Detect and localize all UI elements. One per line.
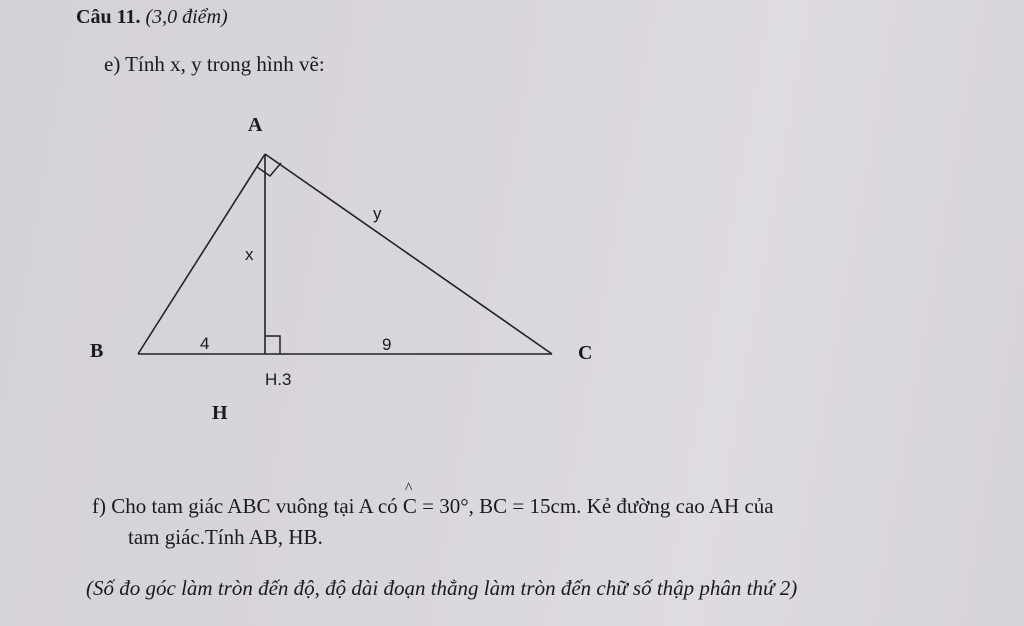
side-ac: [265, 154, 552, 354]
figure-caption: H.3: [265, 370, 292, 389]
vertex-a-label: A: [248, 114, 263, 136]
right-angle-mark-a: [257, 163, 281, 176]
right-angle-mark-h: [265, 336, 280, 354]
angle-c-symbol: ^ C: [403, 494, 417, 519]
label-y: y: [373, 204, 382, 223]
question-points: (3,0 điểm): [145, 6, 228, 28]
part-f-text-start: f) Cho tam giác ABC vuông tại A có: [92, 494, 403, 518]
vertex-h-label: H: [212, 402, 228, 424]
label-x: x: [245, 245, 254, 264]
segment-hc-length: 9: [382, 335, 392, 354]
part-f-text-end: = 30°, BC = 15cm. Kẻ đường cao AH của: [416, 494, 774, 518]
part-e-prompt: e) Tính x, y trong hình vẽ:: [104, 52, 325, 76]
rounding-note: (Số đo góc làm tròn đến độ, độ dài đoạn thẳng làm tròn đến chữ số thập phân thứ 2): [86, 576, 798, 600]
part-f-line1: [92, 494, 774, 519]
segment-bh-length: 4: [200, 334, 210, 353]
vertex-c-label: C: [578, 342, 593, 364]
part-f-line2: tam giác.Tính AB, HB.: [128, 525, 323, 549]
question-number: Câu 11.: [76, 6, 141, 28]
vertex-b-label: B: [90, 340, 104, 362]
